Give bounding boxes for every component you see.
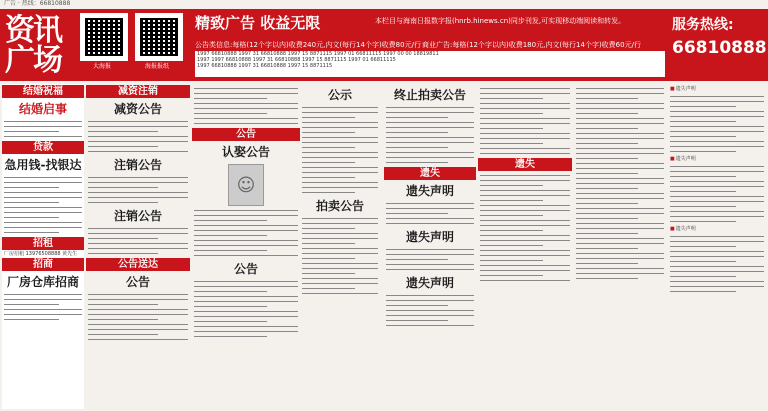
ad-body: [670, 166, 764, 222]
column-6: [478, 84, 572, 409]
lost-notice-item: ■ 遗失声明: [670, 86, 764, 92]
ad-title: 结婚启事: [18, 102, 67, 116]
ad-body: [88, 294, 188, 340]
ad-body: [4, 294, 82, 320]
column-5: [384, 84, 476, 409]
ad-body: [4, 121, 82, 137]
lost-notice-item: ■ 遗失声明: [670, 226, 764, 232]
ad-title: 认娶公告: [221, 145, 270, 159]
slogan: 精致广告 收益无限: [195, 14, 321, 32]
section-bar-loan: 贷款: [2, 141, 84, 154]
hotline-label: 服务热线:: [672, 17, 734, 33]
ad-text: 厂房招租 13976508888 黄先生: [4, 251, 78, 257]
section-bar-notice: 公告: [192, 128, 300, 141]
column-8: [668, 84, 766, 409]
rate-notice-commercial: 商业广告:每格(12个字以内)收费180元,内文(每行14个字)收费60元/行: [422, 41, 641, 49]
phone-row: 1997 66810888 1997 31 66810888 1997 15 8871115: [197, 63, 333, 69]
hotline-number: 66810888: [672, 38, 767, 58]
column-3: [192, 84, 300, 409]
ad-body: [194, 88, 298, 124]
ad-body: [386, 249, 474, 270]
ad-title: 急用钱-找银达: [4, 158, 82, 172]
phone-row: 1997 66810888 1997 31 66810888 1997 15 8871115 1997 01 66811115 1997 00 00 18819811: [197, 51, 439, 57]
ad-title: 公示: [327, 88, 352, 102]
ad-body: [302, 107, 378, 193]
site-note: 本栏目与海南日报数字报(hnrb.hinews.cn)同步刊发,可实现移动端阅读和转发。: [375, 17, 626, 25]
section-bar-wedding: 结婚祝福: [2, 85, 84, 98]
top-strip: [0, 0, 768, 8]
ad-body: [194, 210, 298, 256]
column-1: [2, 84, 84, 409]
phone-row: 1997 1997 66810888 1997 31 66810888 1997 15 8871115 1997 01 66811115: [197, 57, 396, 63]
ad-body: [194, 281, 298, 337]
rate-notice-public: 公告类信息:每格(12个字以内)收费240元,内文(每行14个字)收费80元/行: [195, 41, 421, 49]
ad-body: [670, 96, 764, 152]
ad-body: [88, 177, 188, 203]
logo-line2: 广场: [5, 43, 61, 78]
qr-caption-2: 海报报纸: [144, 63, 169, 70]
phone-directory: [195, 51, 665, 77]
ad-title: 遗失声明: [405, 276, 454, 290]
ad-body: [88, 121, 188, 152]
header-banner: [0, 9, 768, 81]
section-bar-lost: 遗失: [384, 167, 476, 180]
logo: [3, 11, 73, 79]
column-7: [574, 84, 666, 409]
ad-title: 遗失声明: [405, 184, 454, 198]
ad-body: [88, 228, 188, 254]
ad-title: 注销公告: [113, 158, 162, 172]
section-bar-capital: 减资注销: [86, 85, 190, 98]
qr-code-1: [80, 13, 128, 61]
ad-title: 注销公告: [113, 209, 162, 223]
ad-body: [576, 88, 664, 279]
column-2: [86, 84, 190, 409]
qr-code-2: [135, 13, 183, 61]
ad-title: 终止拍卖公告: [393, 88, 466, 102]
logo-line1: 资讯: [5, 13, 61, 48]
ad-body: [386, 295, 474, 326]
ad-body: [670, 236, 764, 292]
ad-body: [480, 175, 570, 281]
section-bar-lost: 遗失: [478, 158, 572, 171]
ad-title: 拍卖公告: [315, 199, 364, 213]
ad-title: 公告: [233, 262, 258, 276]
qr-caption-1: 大海报: [92, 63, 111, 70]
section-bar-rent: 招租: [2, 237, 84, 250]
ad-title: 遗失声明: [405, 230, 454, 244]
section-bar-notice: 公告送达: [86, 258, 190, 271]
ad-body: [4, 177, 82, 233]
ad-title: 减资公告: [113, 102, 162, 116]
top-strip-text: 广告 · 热线：66810888: [4, 0, 71, 7]
hotline: [672, 11, 767, 77]
section-bar-invest: 招商: [2, 258, 84, 271]
ad-body: [480, 88, 570, 154]
ad-body: [386, 203, 474, 224]
ad-title: 公告: [125, 275, 150, 289]
ad-title: 厂房仓库招商: [6, 275, 79, 289]
ad-body: [386, 107, 474, 163]
lost-notice-item: ■ 遗失声明: [670, 156, 764, 162]
column-4: [300, 84, 380, 409]
portrait-photo: ☺: [228, 164, 264, 206]
ad-body: [302, 218, 378, 294]
